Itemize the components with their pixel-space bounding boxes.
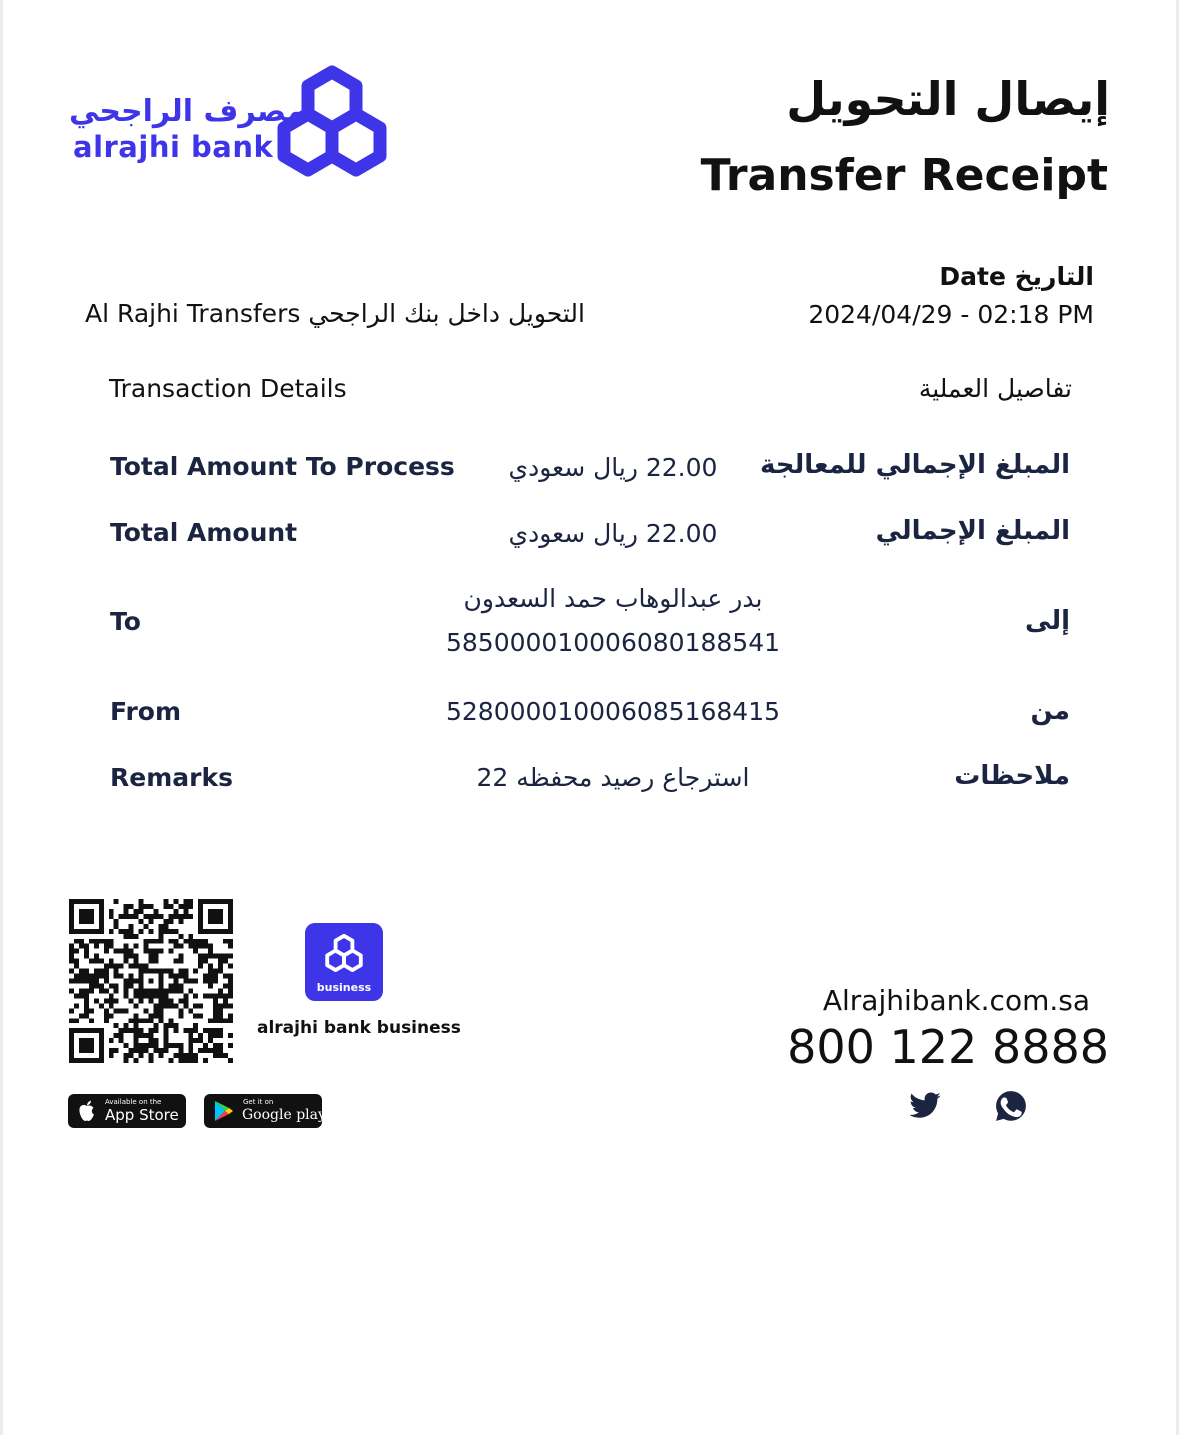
google-play-badge[interactable]: [204, 1094, 326, 1128]
total-amount-to-process-value: 22.00 ريال سعودي: [508, 453, 718, 482]
from-label: From: [110, 697, 182, 726]
transfer-type: Al Rajhi Transfers التحويل داخل بنك الراجحي: [85, 299, 585, 328]
total-amount-label: Total Amount: [110, 518, 298, 547]
brand-name-arabic: مصرف الراجحي: [69, 94, 306, 129]
receipt-title-arabic: إيصال التحويل: [786, 72, 1110, 126]
section-title-arabic: تفاصيل العملية: [918, 374, 1072, 403]
phone-number[interactable]: 800 122 8888: [787, 1020, 1109, 1074]
app-store-badge[interactable]: [68, 1094, 186, 1128]
recipient-name: بدر عبدالوهاب حمد السعدون: [463, 584, 763, 613]
date-label: Date التاريخ: [939, 262, 1094, 291]
sender-account: 528000010006085168415: [445, 697, 781, 726]
remarks-label: Remarks: [110, 763, 233, 792]
date-value: 2024/04/29 - 02:18 PM: [808, 300, 1094, 329]
google-play-text: Google play: [242, 1107, 326, 1123]
to-label: To: [110, 607, 141, 636]
twitter-icon[interactable]: [908, 1089, 942, 1123]
business-app-tile[interactable]: [305, 923, 383, 1001]
google-play-small-text: Get it on: [243, 1098, 274, 1106]
business-app-name: alrajhi bank business: [257, 1018, 461, 1038]
google-play-icon: [213, 1100, 235, 1122]
to-label-arabic: إلى: [1025, 606, 1070, 636]
total-amount-value: 22.00 ريال سعودي: [508, 519, 718, 548]
app-store-small-text: Available on the: [105, 1098, 162, 1106]
qr-code-icon: [69, 899, 233, 1063]
business-tile-label: business: [316, 981, 372, 994]
business-logo-icon: [322, 933, 366, 975]
remarks-label-arabic: ملاحظات: [954, 761, 1070, 791]
total-amount-label-arabic: المبلغ الإجمالي: [875, 516, 1070, 546]
receipt-title-english: Transfer Receipt: [700, 150, 1108, 201]
brand-name-english: alrajhi bank: [73, 130, 274, 164]
total-amount-to-process-label: Total Amount To Process: [110, 452, 455, 481]
section-title-english: Transaction Details: [109, 374, 347, 403]
website-link[interactable]: Alrajhibank.com.sa: [822, 984, 1090, 1017]
whatsapp-icon[interactable]: [994, 1089, 1028, 1123]
from-label-arabic: من: [1030, 696, 1070, 726]
remarks-value: استرجاع رصيد محفظه 22: [476, 763, 750, 792]
recipient-account: 585000010006080188541: [445, 628, 781, 657]
app-store-text: App Store: [105, 1106, 179, 1124]
apple-icon: [78, 1100, 96, 1122]
total-amount-to-process-label-arabic: المبلغ الإجمالي للمعالجة: [760, 450, 1070, 480]
alrajhi-logo-icon: [271, 64, 393, 184]
